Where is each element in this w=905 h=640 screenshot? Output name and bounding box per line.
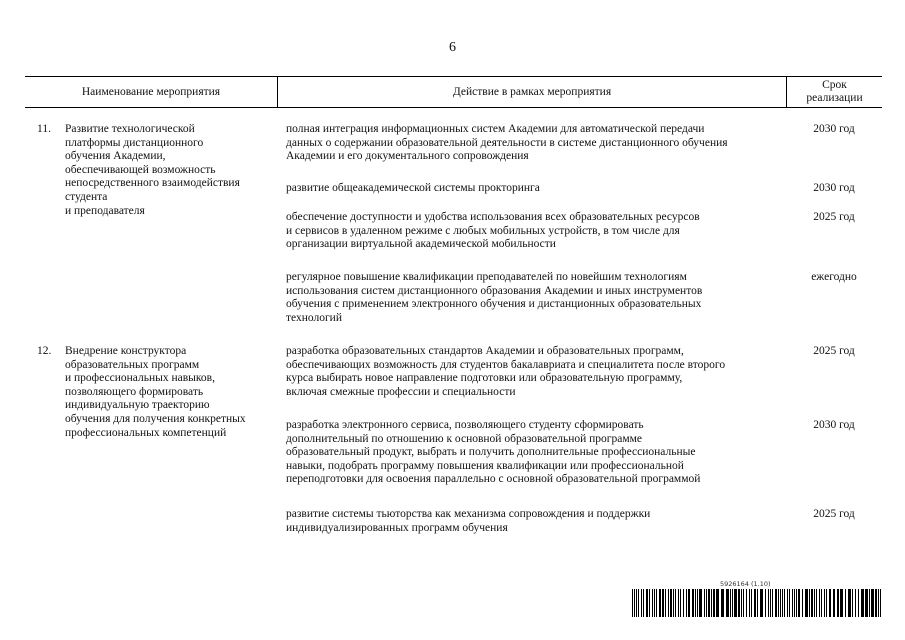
section-number: 12. [37,345,52,357]
action-text: полная интеграция информационных систем Академии для автоматической передачи данных о содержании образовательной деятельности в системе дистанционного обучения Академии и его документального сопровождения [286,123,728,163]
page-number: 6 [449,40,456,55]
action-text: разработка образовательных стандартов Академии и образовательных программ, обеспечивающих возможность для студентов бакалавриата и специалитета после второго курса выбирать новое направление подготовки или образовательную программу, включая смежные профессии и специальности [286,345,726,398]
action-term: 2025 год [813,345,855,357]
action-text: регулярное повышение квалификации преподавателей по новейшим технологиям использования систем дистанционного образования Академии и иных инструментов обучения с применением электронного обучения и дистанционных образовательных технологий [286,271,703,324]
action-text: обеспечение доступности и удобства использования всех образовательных ресурсов и сервисов в удаленном режиме с любых мобильных устройств, в том числе для организации виртуальной академической мобильности [286,211,700,251]
section-number: 11. [37,123,51,135]
action-text: развитие системы тьюторства как механизма сопровождения и поддержки индивидуализированных программ обучения [286,508,651,534]
action-term: 2030 год [813,123,855,135]
action-text: развитие общеакадемической системы прокторинга [286,182,540,194]
section-title: Развитие технологической платформы дистанционного обучения Академии, обеспечивающей возможность непосредственного взаимодействия студента и преподавателя [65,123,240,217]
action-text: разработка электронного сервиса, позволяющего студенту сформировать дополнительный по отношению к основной образовательной программе образовательный продукт, выбрать и получить дополнительные профессиональные навыки, подобрать программу повышения квалификации или профессиональной переподготовки для освоения параллельно с основной образовательной программой [286,419,701,486]
action-term: 2025 год [813,508,855,520]
action-term: 2030 год [813,419,855,431]
action-term: 2030 год [813,182,855,194]
header-action: Действие в рамках мероприятия [452,86,612,98]
barcode-image [632,589,881,617]
section-title: Внедрение конструктора образовательных программ и профессиональных навыков, позволяющего формировать индивидуальную траекторию обучения для получения конкретных профессиональных компетенций [65,345,246,439]
action-term: ежегодно [811,271,857,283]
barcode-caption: 5926164 (1.10) [720,580,771,588]
table-top-rule [25,76,882,77]
header-name: Наименование мероприятия [81,86,221,98]
table-header-bottom-rule [25,107,882,108]
header-term: Срок реализации [806,79,863,104]
action-term: 2025 год [813,211,855,223]
